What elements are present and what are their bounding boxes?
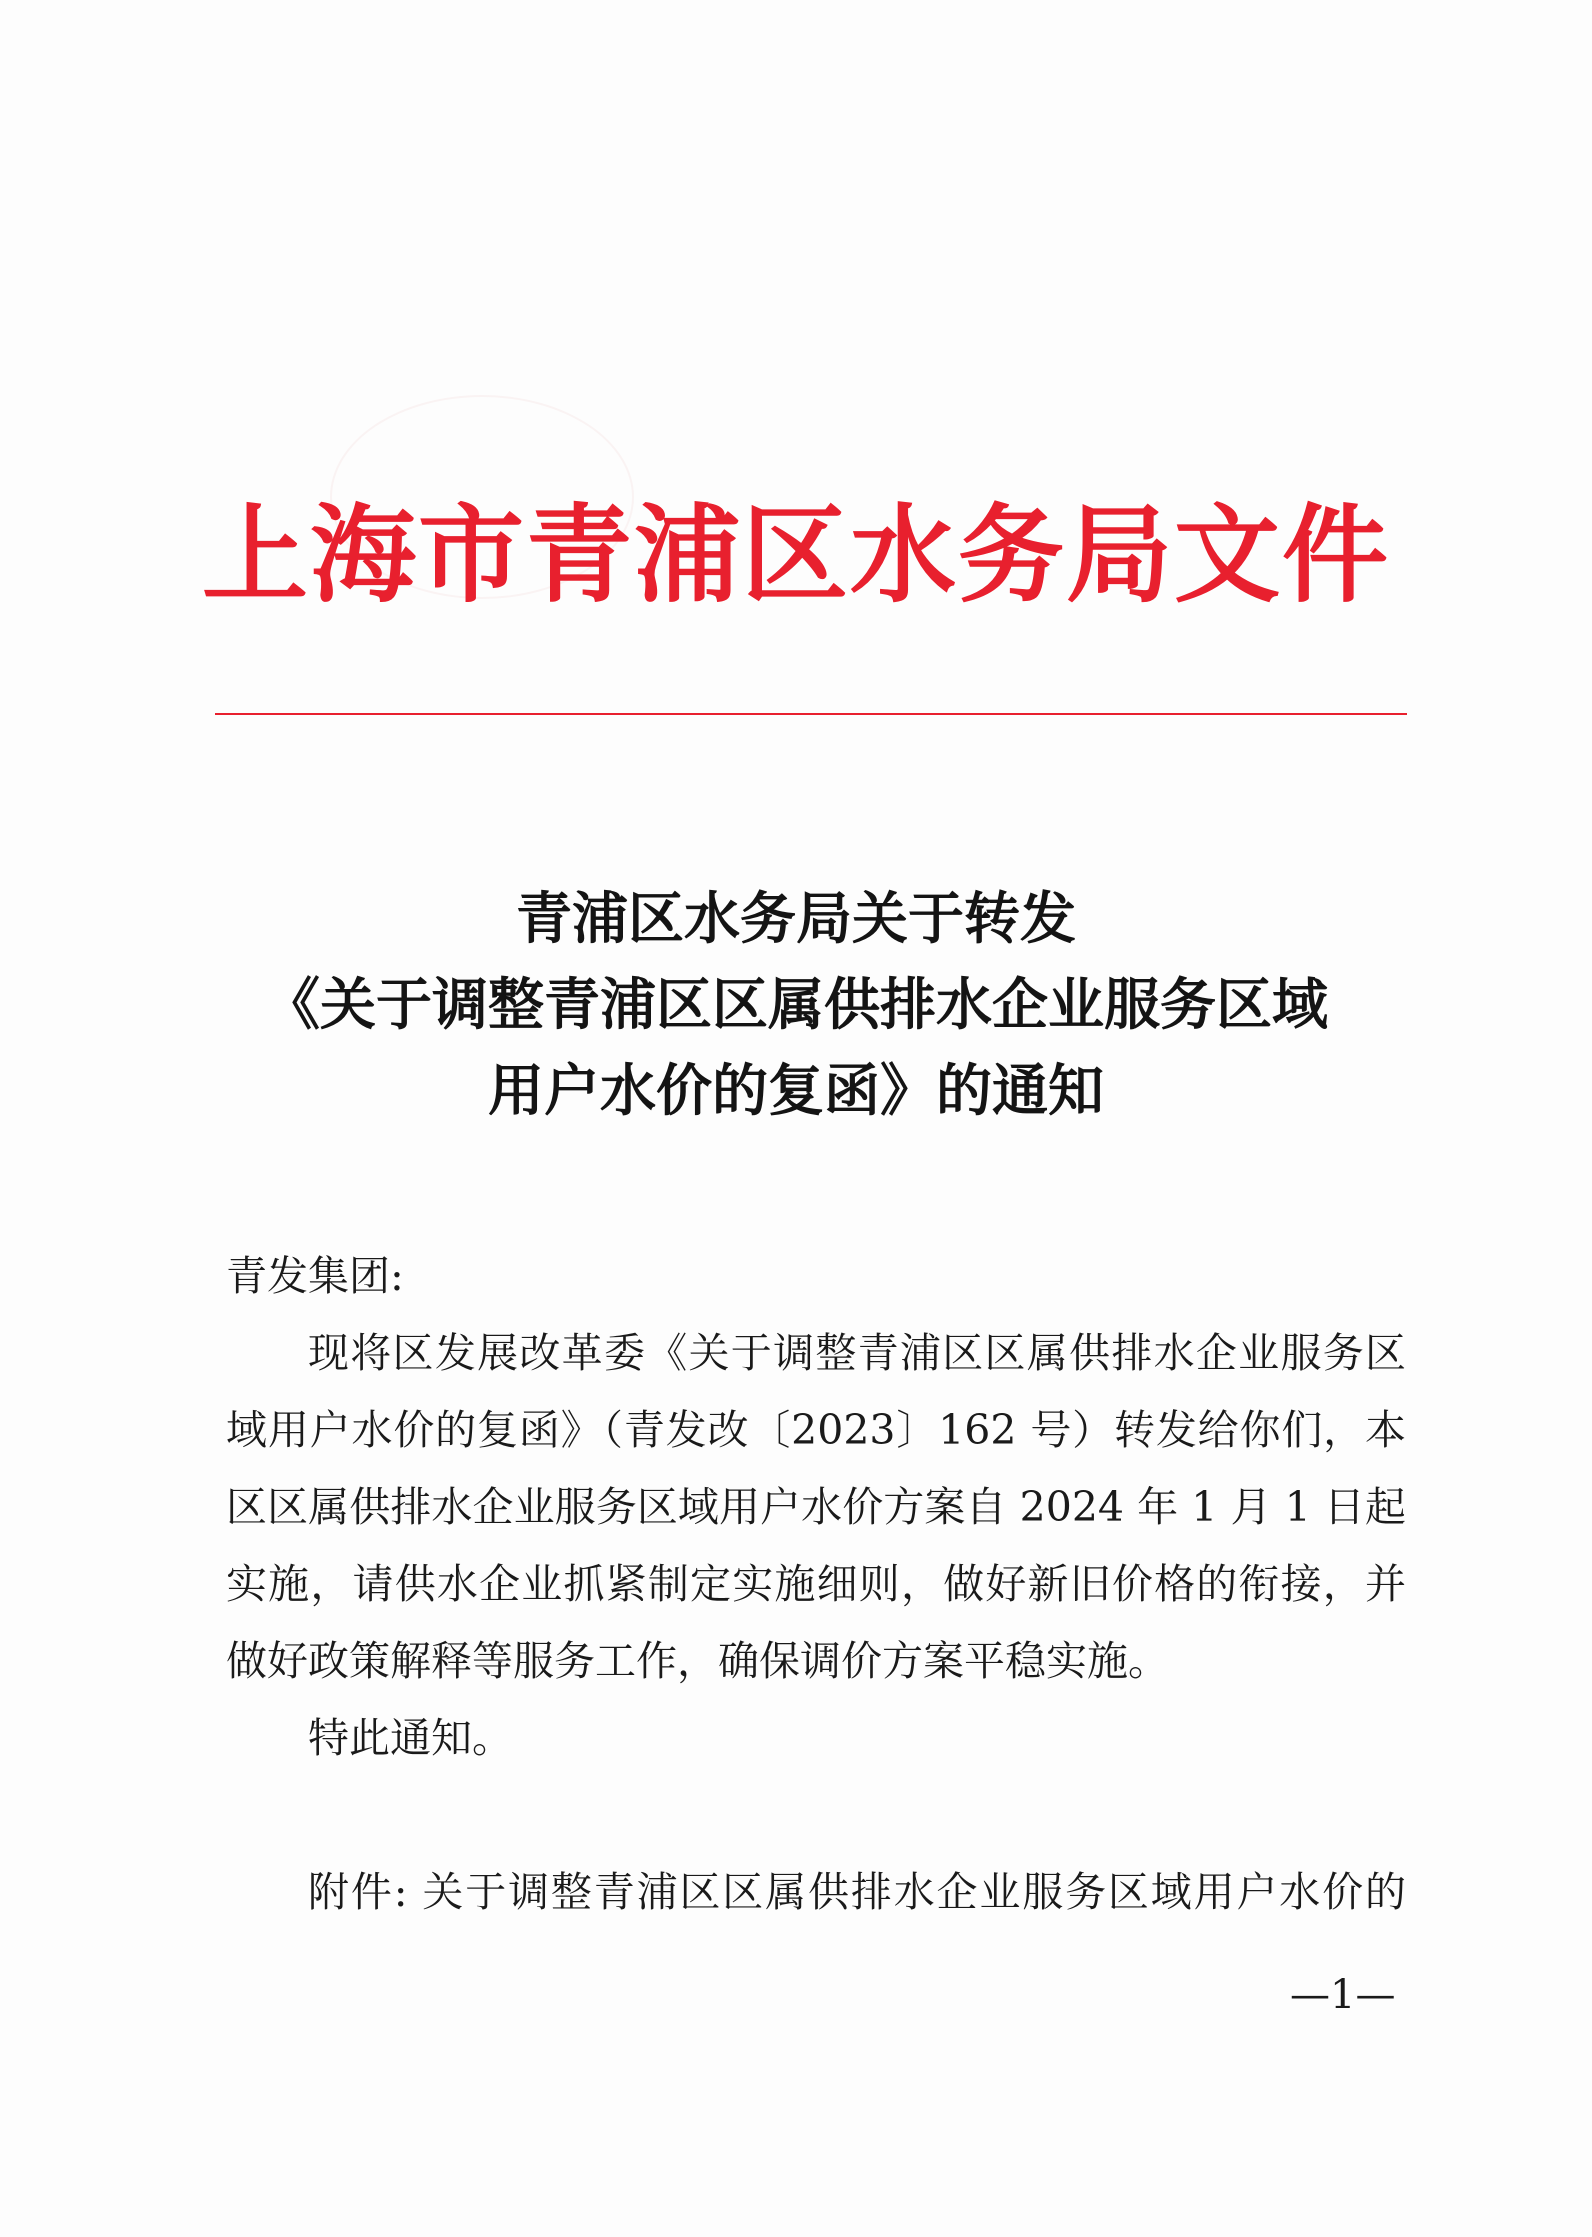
red-separator-line xyxy=(215,713,1407,715)
attachment-note: 附件: 关于调整青浦区区属供排水企业服务区域用户水价的 xyxy=(308,1868,1406,1916)
paragraph-line: 现将区发展改革委《关于调整青浦区区属供排水企业服务区 xyxy=(308,1329,1406,1377)
closing-remark: 特此通知。 xyxy=(308,1714,513,1762)
spacer xyxy=(226,1777,1406,1854)
paragraph-line: 做好政策解释等服务工作，确保调价方案平稳实施。 xyxy=(226,1637,1169,1685)
salutation: 青发集团: xyxy=(226,1252,404,1300)
document-masthead: 上海市青浦区水务局文件 xyxy=(202,492,1390,617)
title-line: 青浦区水务局关于转发 xyxy=(516,887,1076,952)
title-line: 《关于调整青浦区区属供排水企业服务区域 xyxy=(264,973,1328,1038)
document-body xyxy=(226,1238,1406,1931)
title-line: 用户水价的复函》的通知 xyxy=(488,1059,1104,1124)
paragraph-line: 域用户水价的复函》（青发改〔2023〕162 号）转发给你们，本 xyxy=(226,1406,1406,1454)
document-title xyxy=(0,877,1592,1135)
paragraph-line: 实施，请供水企业抓紧制定实施细则，做好新旧价格的衔接，并 xyxy=(226,1560,1406,1608)
page-number: —1— xyxy=(1290,1972,1396,2018)
paragraph-line: 区区属供排水企业服务区域用户水价方案自 2024 年 1 月 1 日起 xyxy=(226,1483,1406,1531)
